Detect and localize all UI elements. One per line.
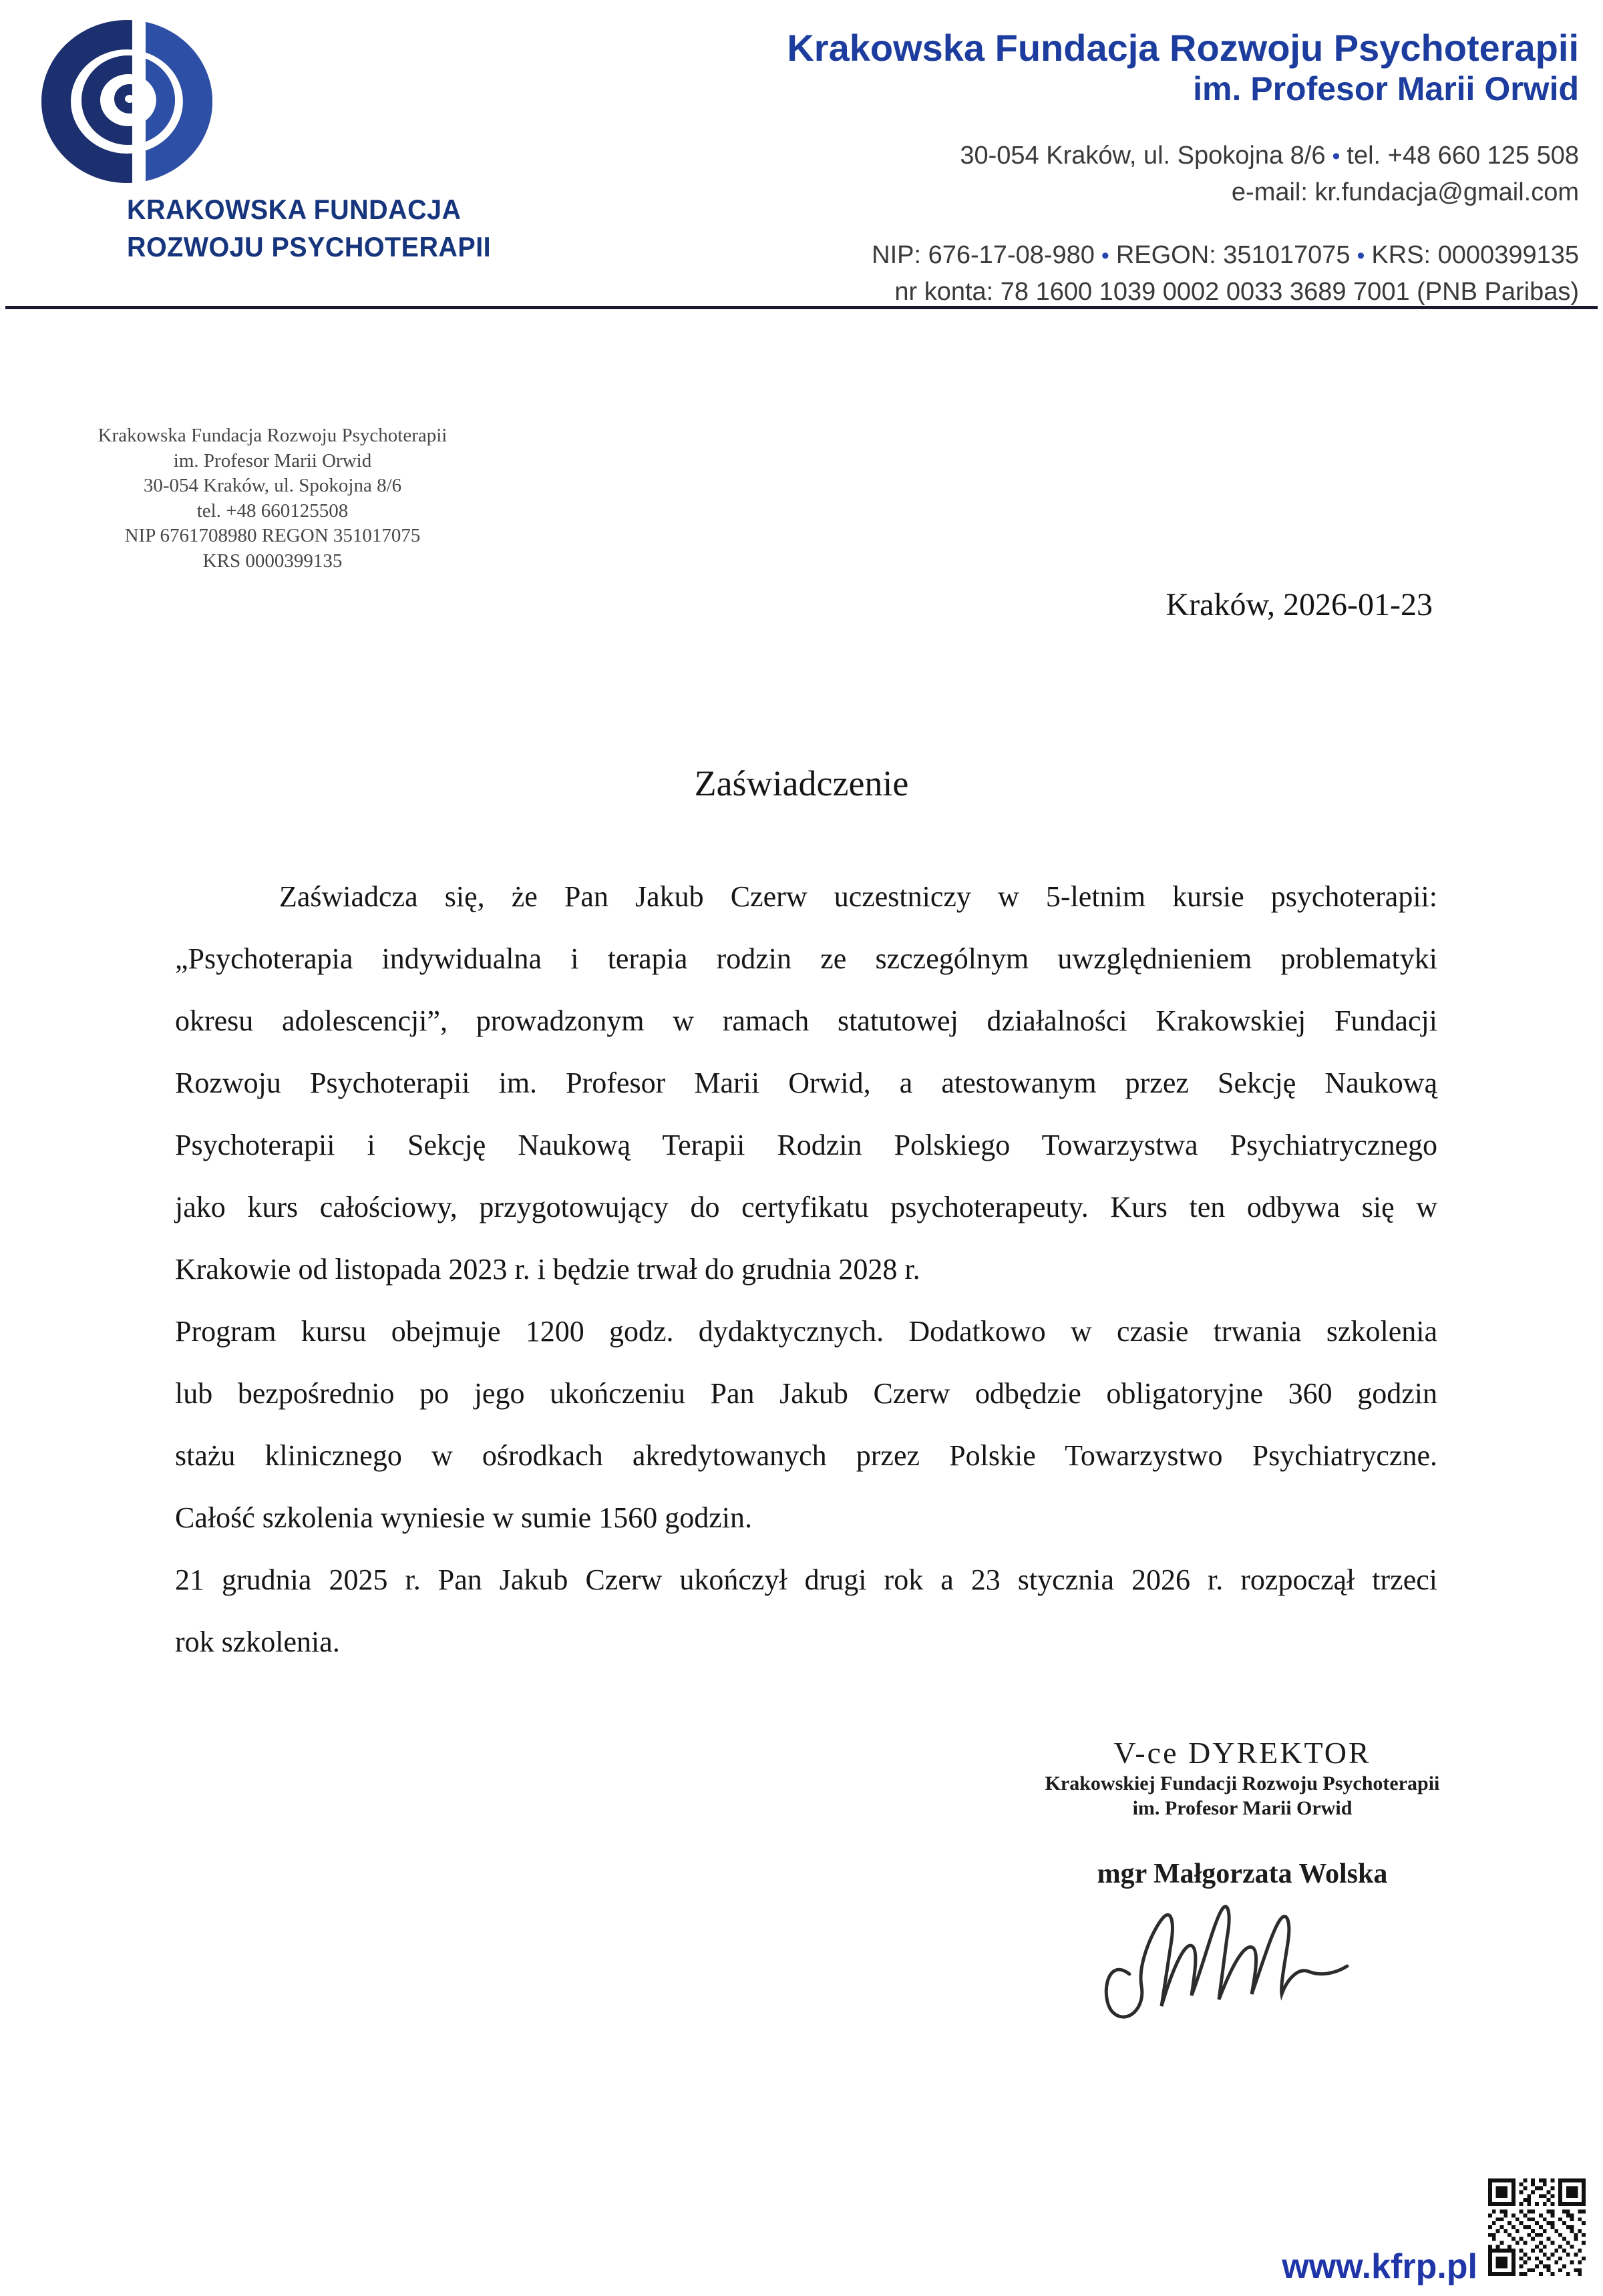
separator-dot: • (1101, 243, 1109, 268)
body-line: Zaświadcza się, że Pan Jakub Czerw uczestniczy w 5-letnim kursie psychoterapii: (279, 880, 1437, 913)
logo-wordmark-line1: KRAKOWSKA FUNDACJA (127, 194, 462, 225)
body-line: okresu adolescencji”, prowadzonym w ramach statutowej działalności Krakowskiej Fundacji (175, 1004, 1437, 1037)
body-line: 21 grudnia 2025 r. Pan Jakub Czerw ukończył drugi rok a 23 stycznia 2026 r. rozpoczął trzeci (175, 1563, 1437, 1596)
foundation-logo-icon (35, 16, 230, 191)
foundation-stamp (79, 423, 466, 574)
address-phone-line (787, 138, 1579, 174)
contact-block (787, 138, 1579, 210)
logo-wordmark (127, 191, 491, 266)
body-line: rok szkolenia. (175, 1625, 340, 1658)
krs: KRS: 0000399135 (1371, 241, 1579, 269)
body-line: jako kurs całościowy, przygotowujący do certyfikatu psychoterapeuty. Kurs ten odbywa się w (175, 1191, 1437, 1223)
stamp-line: im. Profesor Marii Orwid (173, 449, 372, 471)
bank-account-line: nr konta: 78 1600 1039 0002 0033 3689 7001 (PNB Paribas) (894, 278, 1579, 306)
body-line: Krakowie od listopada 2023 r. i będzie trwał do grudnia 2028 r. (175, 1253, 920, 1286)
signer-org-line1: Krakowskiej Fundacji Rozwoju Psychoterapii (1045, 1772, 1440, 1794)
registry-line (787, 237, 1579, 274)
registry-block (787, 237, 1579, 310)
dateline: Kraków, 2026-01-23 (1166, 587, 1433, 622)
stamp-line: tel. +48 660125508 (196, 500, 349, 522)
signer-role: V-ce DYREKTOR (1113, 1736, 1371, 1770)
signature-block (1002, 1735, 1483, 2038)
stamp-line: Krakowska Fundacja Rozwoju Psychoterapii (98, 425, 448, 446)
signer-org-line2: im. Profesor Marii Orwid (1132, 1797, 1353, 1819)
regon: REGON: 351017075 (1115, 241, 1351, 269)
org-title-line1: Krakowska Fundacja Rozwoju Psychoterapii (787, 27, 1579, 69)
separator-dot: • (1332, 144, 1341, 169)
website-url: www.kfrp.pl (1282, 2247, 1477, 2286)
email-line: e-mail: kr.fundacja@gmail.com (1231, 178, 1579, 206)
stamp-line: KRS 0000399135 (202, 550, 343, 572)
separator-dot: • (1357, 243, 1365, 268)
stamp-line: 30-054 Kraków, ul. Spokojna 8/6 (143, 475, 402, 496)
logo-wordmark-line2: ROZWOJU PSYCHOTERAPII (127, 231, 492, 262)
letter-body (175, 866, 1437, 1673)
org-title-line2: im. Profesor Marii Orwid (1193, 70, 1579, 108)
nip: NIP: 676-17-08-980 (872, 241, 1095, 269)
body-line: Psychoterapii i Sekcję Naukową Terapii Rodzin Polskiego Towarzystwa Psychiatrycznego (175, 1129, 1437, 1161)
letterhead (787, 27, 1579, 310)
signer-name: mgr Małgorzata Wolska (1097, 1859, 1388, 1889)
body-line: lub bezpośrednio po jego ukończeniu Pan Jakub Czerw odbędzie obligatoryjne 360 godzin (175, 1377, 1437, 1410)
phone: tel. +48 660 125 508 (1347, 142, 1579, 170)
body-line: Program kursu obejmuje 1200 godz. dydaktycznych. Dodatkowo w czasie trwania szkolenia (175, 1315, 1437, 1348)
body-line: Całość szkolenia wyniesie w sumie 1560 godzin. (175, 1501, 752, 1534)
body-line: Rozwoju Psychoterapii im. Profesor Marii Orwid, a atestowanym przez Sekcję Naukową (175, 1067, 1437, 1099)
header-divider (5, 306, 1598, 309)
body-line: stażu klinicznego w ośrodkach akredytowanych przez Polskie Towarzystwo Psychiatryczne. (175, 1439, 1437, 1472)
qr-code-icon (1488, 2178, 1586, 2276)
body-line: „Psychoterapia indywidualna i terapia rodzin ze szczególnym uwzględnieniem problematyki (175, 942, 1437, 975)
address: 30-054 Kraków, ul. Spokojna 8/6 (960, 142, 1326, 170)
handwritten-signature-icon (1099, 1894, 1386, 2034)
stamp-line: NIP 6761708980 REGON 351017075 (124, 525, 421, 546)
document-title: Zaświadczenie (694, 763, 909, 803)
